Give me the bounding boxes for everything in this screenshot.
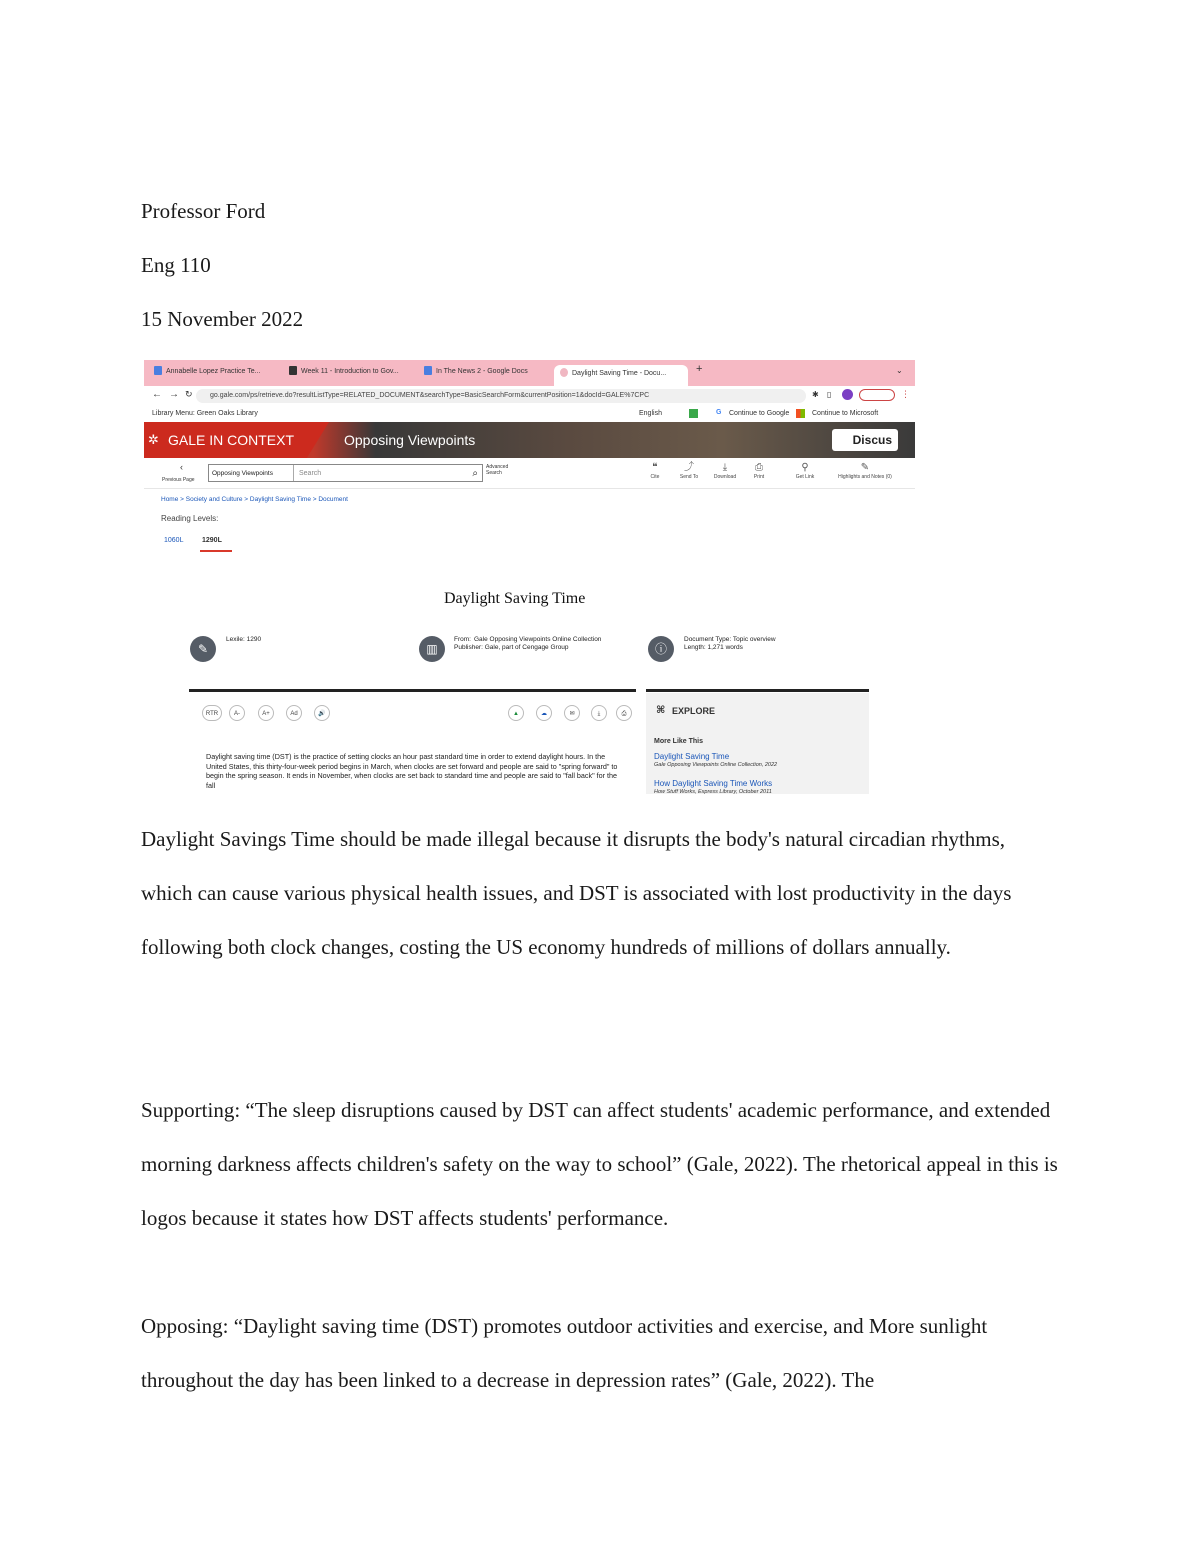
discus-button[interactable]: Discus — [832, 429, 898, 451]
cite-button[interactable]: ❝ Cite — [640, 462, 670, 480]
gale-logo-icon: ✲ — [148, 432, 159, 447]
menu-dots-icon[interactable]: ⋮ — [901, 389, 910, 399]
info-icon: ⓘ — [648, 636, 674, 662]
email-icon[interactable]: ✉ — [564, 705, 580, 721]
translate-button[interactable]: RTR — [202, 705, 222, 721]
new-tab-icon[interactable]: + — [696, 363, 703, 375]
send-to-button[interactable]: ⤴ Send To — [674, 462, 704, 480]
active-level-underline — [200, 550, 232, 552]
search-icon[interactable]: ⌕ — [472, 468, 478, 479]
embedded-screenshot — [144, 360, 915, 794]
extensions-icon[interactable]: ✱ — [812, 390, 819, 399]
breadcrumb: Home > Society and Culture > Daylight Saving Time > Document — [161, 496, 348, 503]
download-icon[interactable]: ⤓ — [591, 705, 607, 721]
chevron-down-icon[interactable]: ⌄ — [896, 366, 903, 375]
bookmark-item[interactable]: English — [639, 410, 662, 417]
display-options-button[interactable]: Ad — [286, 705, 302, 721]
gale-banner — [144, 422, 915, 458]
gale-toolbar — [144, 458, 915, 489]
bookmark-item[interactable]: Library Menu: Green Oaks Library — [152, 410, 258, 417]
supporting-paragraph: Supporting: “The sleep disruptions caused by DST can affect students' academic performance, and extended morning darkness affects children's safety on the way to school” (Gale, 2022). The rhetorical appeal in this is logos because it states how DST affects students' performance. — [141, 1098, 1058, 1230]
lexile-icon: ✎ — [190, 636, 216, 662]
update-button[interactable] — [859, 389, 895, 401]
download-icon: ⤓ — [722, 462, 728, 473]
canvas-icon — [289, 366, 297, 375]
previous-page-link[interactable]: Previous Page — [162, 477, 195, 483]
more-like-this-label: More Like This — [654, 738, 704, 745]
opposing-paragraph: Opposing: “Daylight saving time (DST) promotes outdoor activities and exercise, and More sunlight throughout the day has been linked to a decrease in depression rates” (Gale, 2022). The — [141, 1314, 988, 1392]
font-larger-button[interactable]: A+ — [258, 705, 274, 721]
link-icon: ⚲ — [801, 462, 809, 473]
explore-panel — [646, 693, 869, 794]
search-scope-select[interactable]: Opposing Viewpoints — [212, 470, 273, 477]
listen-icon[interactable]: 🔊 — [314, 705, 330, 721]
from-link[interactable]: Gale Opposing Viewpoints Online Collection — [474, 636, 602, 643]
document-title: Daylight Saving Time — [444, 590, 586, 607]
microsoft-icon — [796, 409, 805, 418]
browser-tab[interactable]: Annabelle Lopez Practice Te... — [154, 366, 274, 383]
document-length: Length: 1,271 words — [684, 644, 743, 651]
print-button[interactable]: ⎙ Print — [744, 462, 774, 480]
print-icon[interactable]: ⎙ — [616, 705, 632, 721]
docs-icon — [424, 366, 432, 375]
google-drive-icon[interactable]: ▲ — [508, 705, 524, 721]
get-link-button[interactable]: ⚲ Get Link — [790, 462, 820, 480]
google-icon: G — [716, 409, 722, 416]
chevron-left-icon[interactable]: ‹ — [180, 462, 183, 472]
download-button[interactable]: ⤓ Download — [710, 462, 740, 480]
date-line: 15 November 2022 — [141, 307, 304, 331]
bookmark-item[interactable]: Continue to Microsoft — [812, 410, 879, 417]
article-body: Daylight saving time (DST) is the practice of setting clocks an hour past standard time in order to extend daylight hours. In the United States, this thirty-four-week period begins in March, when clocks are set forward and people are said to "spring forward" to begin the spring season. It ends in November, when clocks are set back to standard time and people are said to "fall back" for the fall — [206, 752, 618, 790]
browser-tab-active[interactable]: Daylight Saving Time - Docu... — [554, 365, 688, 386]
explore-title: EXPLORE — [672, 706, 716, 716]
explore-divider — [646, 689, 869, 692]
bookmarks-bar — [144, 406, 915, 423]
sidebar-icon[interactable]: ▯ — [827, 390, 832, 399]
url-input[interactable]: go.gale.com/ps/retrieve.do?resultListType=RELATED_DOCUMENT&searchType=BasicSearchForm&currentPosition=1&docId=GALE%7CPC — [196, 389, 806, 403]
cite-icon: ❝ — [652, 462, 658, 473]
print-icon: ⎙ — [755, 462, 763, 473]
reload-icon[interactable]: ↻ — [185, 389, 193, 399]
lexile-value: Lexile: 1290 — [226, 636, 262, 643]
browser-tab[interactable]: In The News 2 - Google Docs — [424, 366, 550, 383]
article-divider — [189, 689, 636, 692]
related-source: Gale Opposing Viewpoints Online Collection, 2022 — [654, 762, 778, 768]
forward-icon[interactable]: → — [169, 389, 179, 400]
explore-icon: ⌘ — [656, 705, 666, 716]
gale-favicon-icon — [560, 368, 568, 377]
send-icon: ⤴ — [684, 462, 694, 473]
search-box — [208, 464, 483, 482]
highlights-button[interactable]: ✎ Highlights and Notes (0) — [830, 462, 900, 480]
address-bar-row — [144, 386, 915, 406]
course-name: Eng 110 — [141, 253, 211, 277]
reading-level-1060[interactable]: 1060L — [164, 537, 184, 544]
back-icon[interactable]: ← — [152, 389, 162, 400]
product-name[interactable]: Opposing Viewpoints — [344, 432, 476, 448]
reading-levels-label: Reading Levels: — [161, 514, 219, 523]
reading-level-1290[interactable]: 1290L — [202, 537, 222, 544]
from-label: From: — [454, 636, 471, 643]
document-type: Document Type: Topic overview — [684, 636, 776, 643]
onedrive-icon[interactable]: ☁ — [536, 705, 552, 721]
brand-name[interactable]: GALE IN CONTEXT — [168, 432, 295, 448]
related-link[interactable]: Daylight Saving Time — [654, 752, 730, 761]
profile-avatar[interactable] — [842, 389, 853, 400]
professor-name: Professor Ford — [141, 199, 266, 223]
bookmark-icon — [689, 409, 698, 418]
publisher: Publisher: Gale, part of Cengage Group — [454, 644, 569, 651]
bookmark-item[interactable]: Continue to Google — [729, 410, 790, 417]
font-smaller-button[interactable]: A- — [229, 705, 245, 721]
related-link[interactable]: How Daylight Saving Time Works — [654, 779, 773, 788]
advanced-search-link[interactable]: Advanced Search — [486, 464, 509, 476]
pen-icon: ✎ — [860, 462, 870, 473]
thesis-paragraph: Daylight Savings Time should be made illegal because it disrupts the body's natural circadian rhythms, which can cause various physical health issues, and DST is associated with lost productivity in the days following both clock changes, costing the US economy hundreds of millions of dollars annually. — [141, 827, 1012, 959]
related-source: How Stuff Works, Express Library, October 2011 — [654, 789, 772, 794]
browser-tab[interactable]: Week 11 - Introduction to Gov... — [289, 366, 417, 383]
source-icon: ▥ — [419, 636, 445, 662]
browser-tab-bar — [144, 360, 915, 386]
search-input[interactable]: Search — [299, 470, 322, 477]
docs-icon — [154, 366, 162, 375]
